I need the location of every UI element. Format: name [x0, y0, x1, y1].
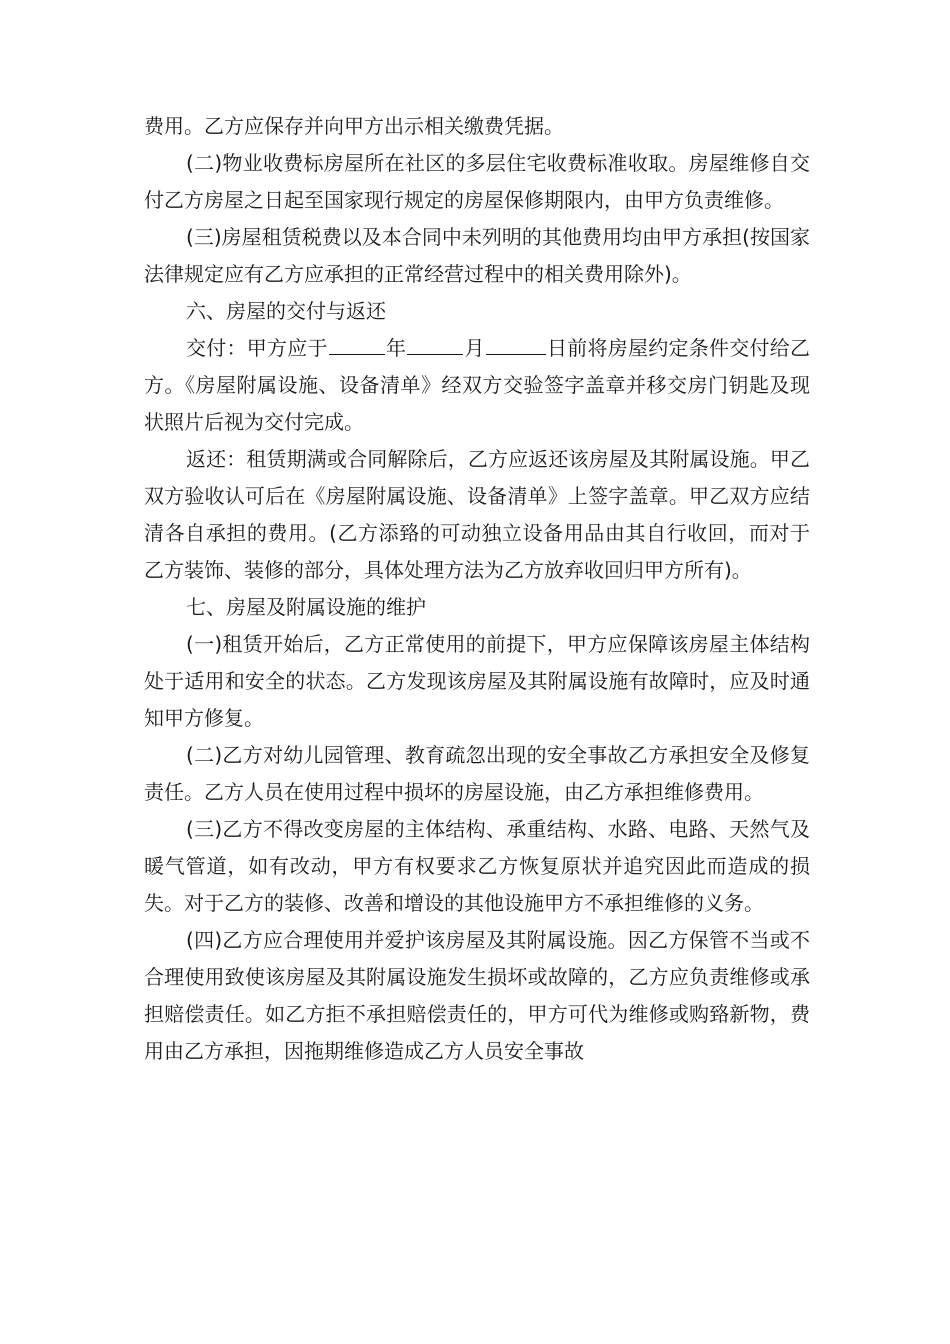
year-blank	[329, 332, 385, 355]
month-blank	[407, 332, 463, 355]
paragraph-maintenance-2: (二)乙方对幼儿园管理、教育疏忽出现的安全事故乙方承担安全及修复责任。乙方人员在使用过程中损坏的房屋设施，由乙方承担维修费用。	[144, 743, 810, 804]
paragraph-maintenance-4: (四)乙方应合理使用并爱护该房屋及其附属设施。因乙方保管不当或不合理使用致使该房屋及其附属设施发生损坏或故障的，乙方应负责维修或承担赔偿责任。如乙方拒不承担赔偿责任的，甲方可代为维修或购臵新物，费用由乙方承担，因拖期维修造成乙方人员安全事故	[144, 928, 810, 1063]
section-heading-delivery-return: 六、房屋的交付与返还	[186, 299, 386, 323]
delivery-suffix: 日前将房屋约定条件交付给乙方。《房屋附属设施、设备清单》经双方交验签字盖章并移交房门钥匙及现状照片后视为交付完成。	[144, 336, 810, 434]
paragraph-delivery	[144, 330, 810, 441]
section-heading-maintenance: 七、房屋及附属设施的维护	[186, 595, 426, 619]
year-label: 年	[385, 336, 407, 360]
day-blank	[486, 332, 546, 355]
delivery-prefix: 交付：甲方应于	[186, 336, 328, 360]
paragraph-taxes: (三)房屋租赁税费以及本合同中未列明的其他费用均由甲方承担(按国家法律规定应有乙方应承担的正常经营过程中的相关费用除外)。	[144, 225, 810, 286]
document-body	[144, 108, 810, 1070]
paragraph-maintenance-1: (一)租赁开始后，乙方正常使用的前提下，甲方应保障该房屋主体结构处于适用和安全的状态。乙方发现该房屋及其附属设施有故障时，应及时通知甲方修复。	[144, 632, 810, 730]
month-label: 月	[464, 336, 485, 360]
paragraph-fee-continuation: 费用。乙方应保存并向甲方出示相关缴费凭据。	[144, 114, 564, 138]
paragraph-maintenance-3: (三)乙方不得改变房屋的主体结构、承重结构、水路、电路、天然气及暖气管道，如有改动，甲方有权要求乙方恢复原状并追究因此而造成的损失。对于乙方的装修、改善和增设的其他设施甲方不承担维修的义务。	[144, 817, 810, 915]
paragraph-return: 返还：租赁期满或合同解除后，乙方应返还该房屋及其附属设施。甲乙双方验收认可后在《房屋附属设施、设备清单》上签字盖章。甲乙双方应结清各自承担的费用。(乙方添臵的可动独立设备用品由其自行收回，而对于乙方装饰、装修的部分，具体处理方法为乙方放弃收回归甲方所有)。	[144, 447, 810, 582]
paragraph-property-fee: (二)物业收费标房屋所在社区的多层住宅收费标准收取。房屋维修自交付乙方房屋之日起至国家现行规定的房屋保修期限内，由甲方负责维修。	[144, 151, 810, 212]
